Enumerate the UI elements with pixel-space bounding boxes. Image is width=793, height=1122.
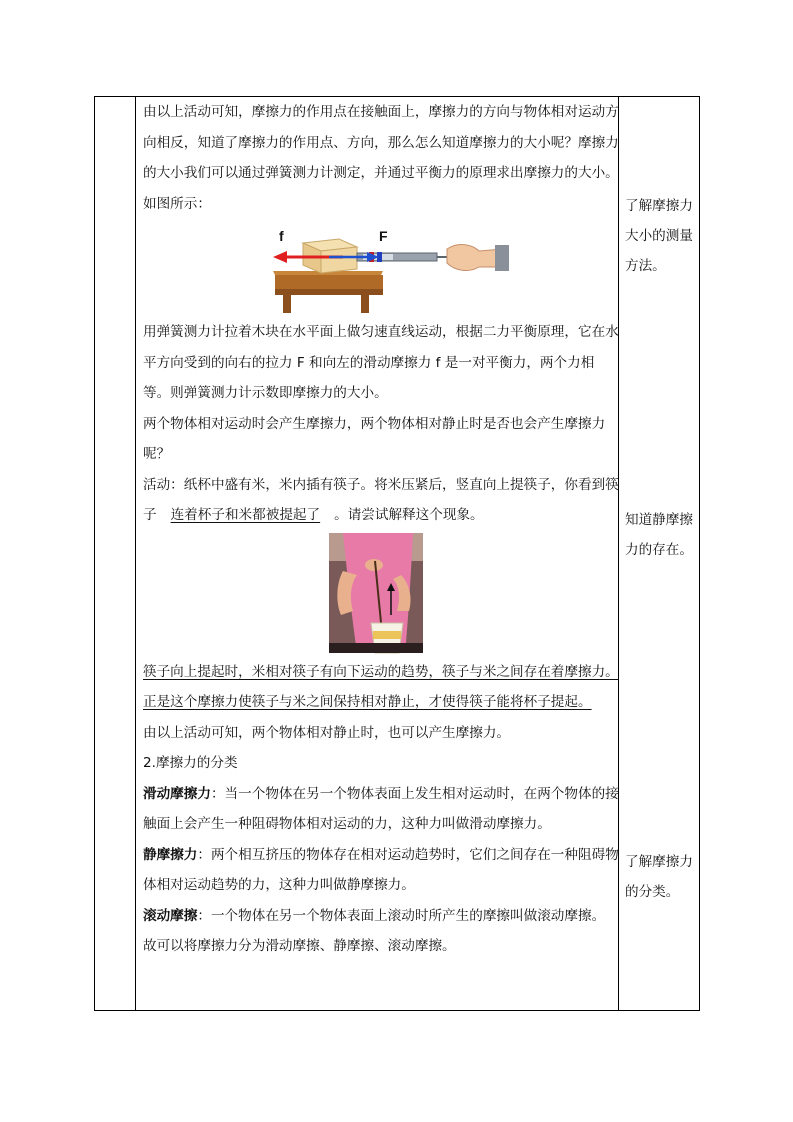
spring-scale-figure [143,219,619,317]
side-note-classification: 了解摩擦力的分类。 [625,854,693,900]
friction-label: f [279,228,284,244]
activity-answer-blank: 连着杯子和米都被提起了 [170,507,321,523]
paragraph-static-friction [143,840,619,901]
paragraph-balance: 用弹簧测力计拉着木块在水平面上做匀速直线运动，根据二力平衡原理，它在水平方向受到的向右的拉力 F 和向左的滑动摩擦力 f 是一对平衡力，两个力相等。则弹簧测力计示数即摩擦力的大小。 [143,324,619,401]
term-sliding-friction: 滑动摩擦力 [143,785,211,802]
paragraph-activity [143,470,619,531]
paragraph-question: 两个物体相对运动时会产生摩擦力，两个物体相对静止时是否也会产生摩擦力呢？ [143,415,606,462]
lesson-table [94,96,700,1011]
lesson-content [143,97,619,962]
activity-text-end: 。请尝试解释这个现象。 [334,507,484,523]
activity-text: 活动：纸杯中盛有米，米内插有筷子。将米压紧后，竖直向上提筷子，你看到筷子 [143,476,619,523]
chopstick-cup-figure [143,531,619,657]
paragraph-summary: 故可以将摩擦力分为滑动摩擦、静摩擦、滚动摩擦。 [143,938,456,954]
paragraph-explanation: 筷子向上提起时，米相对筷子有向下运动的趋势，筷子与米之间存在着摩擦力。正是这个摩擦力使筷子与米之间保持相对静止，才使得筷子能将杯子提起。 [143,663,619,710]
column-divider [135,97,136,1010]
paragraph-sliding-friction [143,779,619,840]
definition-sliding-friction: ：当一个物体在另一个物体表面上发生相对运动时，在两个物体的接触面上会产生一种阻碍物体相对运动的力，这种力叫做滑动摩擦力。 [143,785,619,832]
chopstick-cup-photo [143,531,619,657]
paragraph-rolling-friction [143,901,619,932]
side-note-static-friction: 知道静摩擦力的存在。 [625,512,693,558]
paragraph-intro: 由以上活动可知，摩擦力的作用点在接触面上，摩擦力的方向与物体相对运动方向相反，知道了摩擦力的作用点、方向，那么怎么知道摩擦力的大小呢？摩擦力的大小我们可以通过弹簧测力计测定，并通过平衡力的原理求出摩擦力的大小。如图所示： [143,104,619,212]
definition-static-friction: ：两个相互挤压的物体存在相对运动趋势时，它们之间存在一种阻碍物体相对运动趋势的力，这种力叫做静摩擦力。 [143,846,619,893]
term-rolling-friction: 滚动摩擦 [143,907,198,924]
term-static-friction: 静摩擦力 [143,846,198,863]
definition-rolling-friction: ：一个物体在另一个物体表面上滚动时所产生的摩擦叫做滚动摩擦。 [197,907,606,924]
section-heading-classification: 2.摩擦力的分类 [143,755,238,771]
spring-scale-illustration [143,219,619,317]
paragraph-conclusion: 由以上活动可知，两个物体相对静止时，也可以产生摩擦力。 [143,724,511,741]
pull-force-label: F [379,228,388,244]
side-note-measurement: 了解摩擦力大小的测量方法。 [625,198,693,274]
